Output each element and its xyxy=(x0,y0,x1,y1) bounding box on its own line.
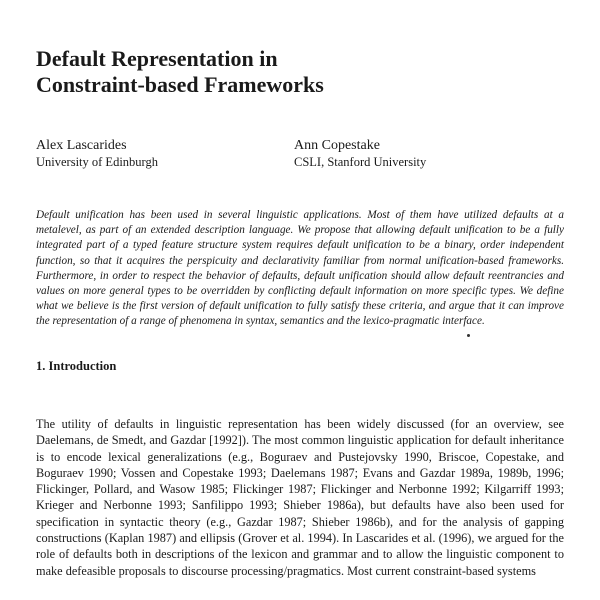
introduction-paragraph: The utility of defaults in linguistic representation has been widely discussed (for an overview, see Daelemans, de Smedt, and Gazdar [1992]). The most common linguistic application for default inheritance is to encode lexical generalizations (e.g., Boguraev and Pustejovsky 1990, Briscoe, Copestake, and Boguraev 1990; Vossen and Copestake 1993; Daelemans 1987; Evans and Gazdar 1989a, 1989b, 1996; Flickinger, Pollard, and Wasow 1985; Flickinger 1987; Flickinger and Nerbonne 1992; Kilgarriff 1993; Krieger and Nerbonne 1993; Sanfilippo 1993; Shieber 1986a), but defaults have also been used for specification in syntactic theory (e.g., Gazdar 1987; Shieber 1986b), and for the analysis of gapping constructions (Kaplan 1987) and ellipsis (Grover et al. 1994). In Lascarides et al. (1996), we argued for the role of defaults both in descriptions of the lexicon and grammar and to allow the linguistic component to make defeasible proposals to discourse processing/pragmatics. Most current constraint-based systems xyxy=(36,417,564,578)
author-1-name: Alex Lascarides xyxy=(36,138,127,153)
paper-title xyxy=(36,46,324,98)
author-2-affiliation: CSLI, Stanford University xyxy=(294,155,427,169)
author-2-name: Ann Copestake xyxy=(294,138,380,153)
paper-title-line-2: Constraint-based Frameworks xyxy=(36,72,324,97)
stray-dot xyxy=(467,334,470,337)
author-2 xyxy=(294,138,426,170)
section-heading-introduction: 1. Introduction xyxy=(36,359,117,373)
author-1-affiliation: University of Edinburgh xyxy=(36,155,158,169)
paper-title-line-1: Default Representation in xyxy=(36,46,278,71)
author-1 xyxy=(36,138,158,170)
abstract: Default unification has been used in several linguistic applications. Most of them have utilized defaults at a metalevel, as part of an extended description language. We propose that allowing default unification to be a fully integrated part of a typed feature structure system requires default unification to be a binary, order independent function, so that it acquires the perspicuity and declarativity familiar from normal unification-based frameworks. Furthermore, in order to respect the behavior of defaults, default unification should allow default reentrancies and values on more general types to be overridden by conflicting default information on more specific types. We define what we believe is the first version of default unification to fully satisfy these criteria, and argue that it can improve the representation of a range of phenomena in syntax, semantics and the lexico-pragmatic interface. xyxy=(36,209,564,328)
